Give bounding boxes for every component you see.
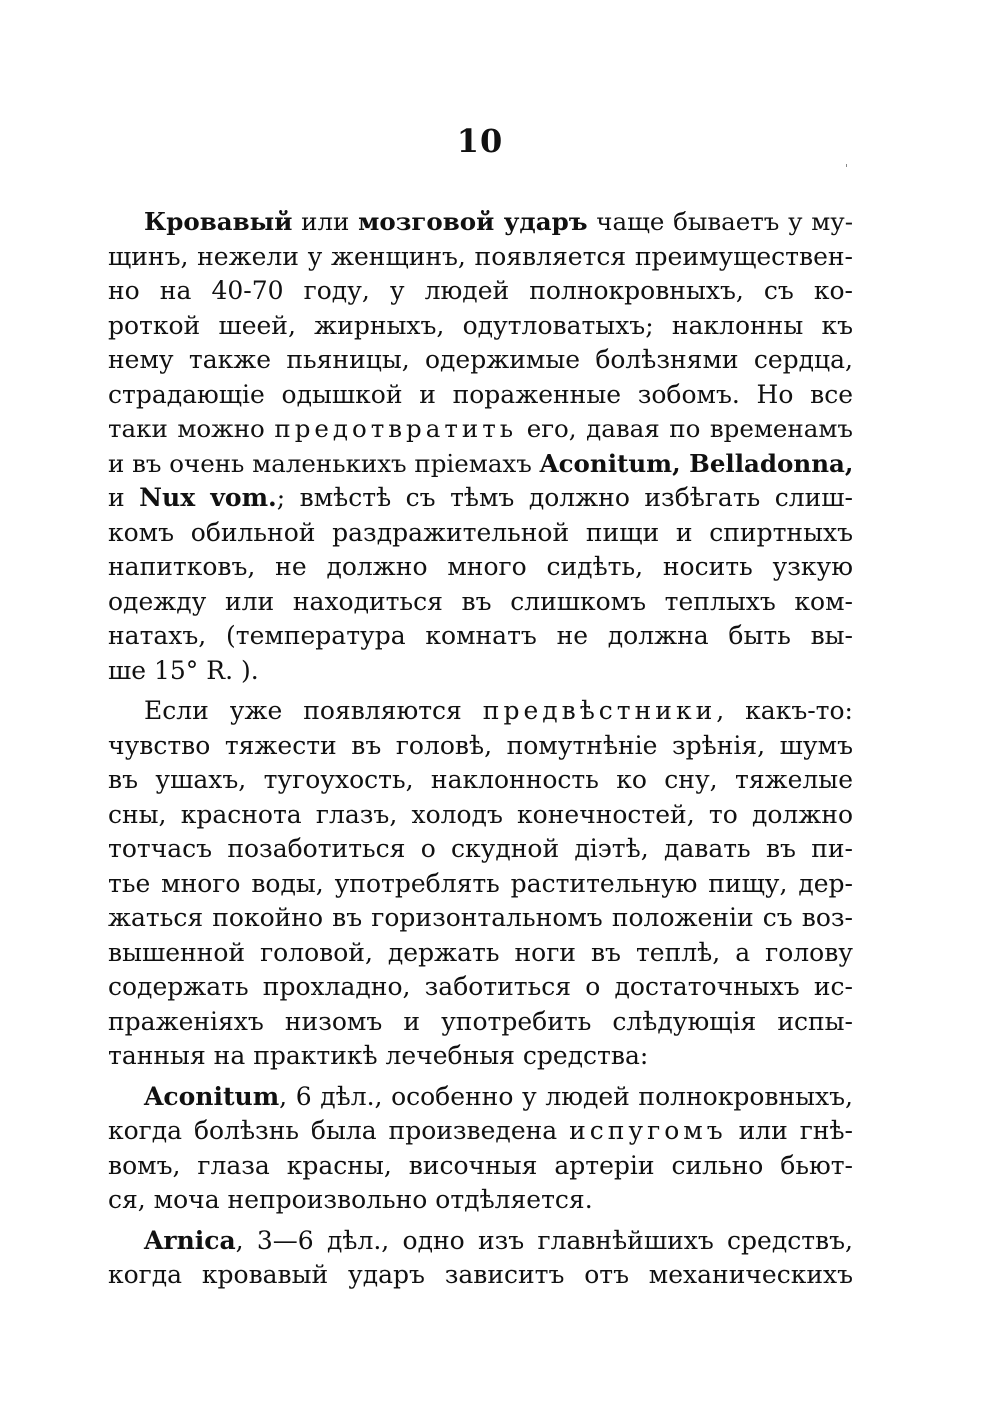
text-line [108, 694, 853, 729]
text-line: напитковъ, не должно много сидѣть, носить узкую [108, 552, 853, 581]
text-line: сны, краснота глазъ, холодъ конечностей, то должно [108, 799, 853, 829]
text-line [108, 447, 853, 482]
text-line [108, 1224, 853, 1259]
scan-mark [846, 164, 847, 167]
text-line: нему также пьяницы, одержимые болѣзнями сердца, [108, 345, 853, 374]
term-bold: мозговой ударъ [358, 207, 588, 236]
text-line [108, 481, 853, 516]
text-line: натахъ, (температура комнатъ не должна быть вы- [108, 621, 853, 650]
text-line: тье много воды, употреблять растительную пищу, дер- [108, 868, 853, 898]
text-line [108, 205, 853, 240]
text-line: содержать прохладно, заботиться о достаточныхъ ис- [108, 972, 853, 1001]
text-line: тотчасъ позаботиться о скудной діэтѣ, давать въ пи- [108, 834, 853, 863]
remedy-bold: Arnica [144, 1225, 236, 1255]
text-line: одежду или находиться въ слишкомъ теплыхъ ком- [108, 586, 853, 616]
text-span: , 3—6 дѣл., одно изъ главнѣйшихъ средствъ, [235, 1225, 853, 1255]
text-line: въ ушахъ, тугоухость, наклонность ко сну, тяжелые [108, 765, 853, 794]
text-line: праженіяхъ низомъ и употребить слѣдующія испы- [108, 1006, 853, 1036]
text-line [108, 1080, 853, 1115]
text-line: ся, моча непроизвольно отдѣляется. [108, 1185, 593, 1214]
paragraph-warning-signs [108, 694, 853, 1074]
paragraph-arnica [108, 1224, 853, 1293]
text-line [108, 1114, 853, 1149]
text-span: Если уже появляются [144, 696, 483, 725]
text-line: страдающіе одышкой и пораженные зобомъ. Но все [108, 379, 853, 409]
text-line: танныя на практикѣ лечебныя средства: [108, 1041, 649, 1070]
text-span: таки можно [108, 414, 275, 443]
text-line: вомъ, глаза красны, височныя артеріи сильно бьют- [108, 1150, 853, 1180]
text-span: ; вмѣстѣ съ тѣмъ должно избѣгать слиш- [276, 483, 853, 512]
remedy-bold: Aconitum [144, 1081, 280, 1111]
text-line: жаться покойно въ горизонтальномъ положеніи съ воз- [108, 903, 853, 932]
spaced-word: предотвратить [274, 414, 518, 443]
remedy-bold: Aconitum, Belladonna, [539, 448, 853, 478]
text-span: его, давая по временамъ [517, 414, 853, 443]
text-span: и въ очень маленькихъ пріемахъ [108, 448, 540, 478]
text-span: чаще бываетъ у му- [587, 207, 853, 236]
paragraph-apoplexy [108, 205, 853, 688]
text-line: роткой шеей, жирныхъ, одутловатыхъ; наклонны къ [108, 310, 853, 340]
term-bold: Кровавый [144, 207, 293, 236]
text-line: вышенной головой, держать ноги въ теплѣ, а голову [108, 937, 853, 967]
text-line: когда кровавый ударъ зависитъ отъ механическихъ [108, 1260, 853, 1289]
text-span: или гнѣ- [726, 1116, 853, 1145]
text-line: но на 40-70 году, у людей полнокровныхъ, съ ко- [108, 276, 853, 305]
text-span: или [292, 207, 359, 236]
text-span: когда болѣзнь была произведена [108, 1116, 570, 1145]
text-span: , 6 дѣл., особенно у людей полнокровныхъ, [279, 1081, 853, 1111]
page-body [108, 205, 853, 1293]
text-line: комъ обильной раздражительной пищи и спиртныхъ [108, 517, 853, 547]
text-line [108, 412, 853, 447]
page-number: 10 [456, 122, 504, 160]
spaced-word: испугомъ [569, 1116, 727, 1145]
text-line: чувство тяжести въ головѣ, помутнѣніе зрѣнія, шумъ [108, 730, 853, 760]
text-span: и [108, 483, 140, 512]
text-span: , какъ-то: [716, 696, 853, 725]
text-line: щинъ, нежели у женщинъ, появляется преимуществен- [108, 241, 853, 271]
text-line: ше 15° R. ). [108, 655, 259, 685]
spaced-word: предвѣстники [482, 696, 717, 725]
remedy-bold: Nux vom. [139, 483, 277, 512]
paragraph-aconitum [108, 1080, 853, 1218]
